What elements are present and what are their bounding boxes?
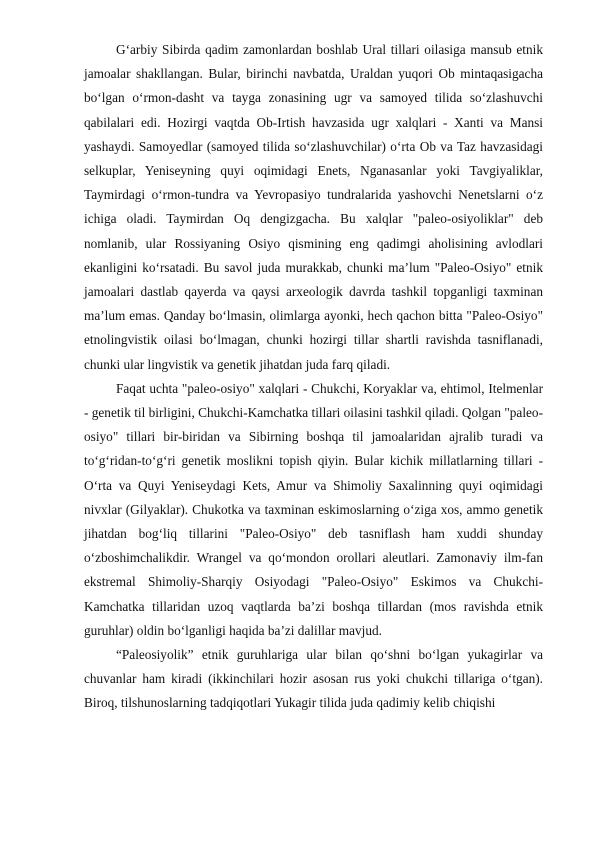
paragraph-yukagirs: “Paleosiyolik” etnik guruhlariga ular bilan qo‘shni bo‘lgan yukagirlar va chuvanlar ham kiradi (ikkinchilari hozir asosan rus yoki chukchi tillariga o‘tgan). Biroq, tilshunoslarning tadqiqotlari Yukagir tilida juda qadimiy kelib chiqishi	[84, 647, 543, 711]
paragraph-paleo-asiatic-peoples: Faqat uchta "paleo-osiyo" xalqlari - Chukchi, Koryaklar va, ehtimol, Itelmenlar - genetik til birligini, Chukchi-Kamchatka tillari oilasini tashkil qiladi. Qolgan "paleo-osiyo" tillari bir-biridan va Sibirning boshqa til jamoalaridan ajralib turadi va to‘g‘ridan-to‘g‘ri genetik moslikni topish qiyin. Bular kichik millatlarning tillari - O‘rta va Quyi Yeniseydagi Kets, Amur va Shimoliy Saxalinning quyi oqimidagi nivxlar (Gilyaklar). Chukotka va taxminan eskimoslarning o‘ziga xos, ammo genetik jihatdan bog‘liq tillarini "Paleo-Osiyo" deb tasniflash ham xuddi shunday o‘zboshimchalikdir. Wrangel va qo‘mondon orollari aleutlari. Zamonaviy ilm-fan ekstremal Shimoliy-Sharqiy Osiyodagi "Paleo-Osiyo" Eskimos va Chukchi-Kamchatka tillaridan uzoq vaqtlarda ba’zi boshqa tillardan (mos ravishda etnik guruhlar) oldin bo‘lganligi haqida ba’zi dalillar mavjud.	[84, 380, 543, 638]
document-page	[84, 38, 543, 716]
paragraph-western-siberia: G‘arbiy Sibirda qadim zamonlardan boshlab Ural tillari oilasiga mansub etnik jamoalar shakllangan. Bular, birinchi navbatda, Uraldan yuqori Ob mintaqasigacha bo‘lgan o‘rmon-dasht va tayga zonasining ugr va samoyed tilida so‘zlashuvchi qabilalari edi. Hozirgi vaqtda Ob-Irtish havzasida ugr xalqlari - Xanti va Mansi yashaydi. Samoyedlar (samoyed tilida so‘zlashuvchilar) o‘rta Ob va Taz havzasidagi selkuplar, Yeniseyning quyi oqimidagi Enets, Nganasanlar yoki Tavgiyaliklar, Taymirdagi o‘rmon-tundra va Yevropasiyo tundralarida yashovchi Nenetslarni o‘z ichiga oladi. Taymirdan Oq dengizgacha. Bu xalqlar "paleo-osiyoliklar" deb nomlanib, ular Rossiyaning Osiyo qismining eng qadimgi aholisining avlodlari ekanligini ko‘rsatadi. Bu savol juda murakkab, chunki ma’lum "Paleo-Osiyo" etnik jamoalari dastlab qayerda va qaysi arxeologik davrda tashkil topganligi taxminan ma’lum emas. Qanday bo‘lmasin, olimlarga ayonki, hech qachon bitta "Paleo-Osiyo" etnolingvistik oilasi bo‘lmagan, chunki hozirgi tillar shartli ravishda tasniflanadi, chunki ular lingvistik va genetik jihatdan juda farq qiladi.	[84, 42, 543, 372]
